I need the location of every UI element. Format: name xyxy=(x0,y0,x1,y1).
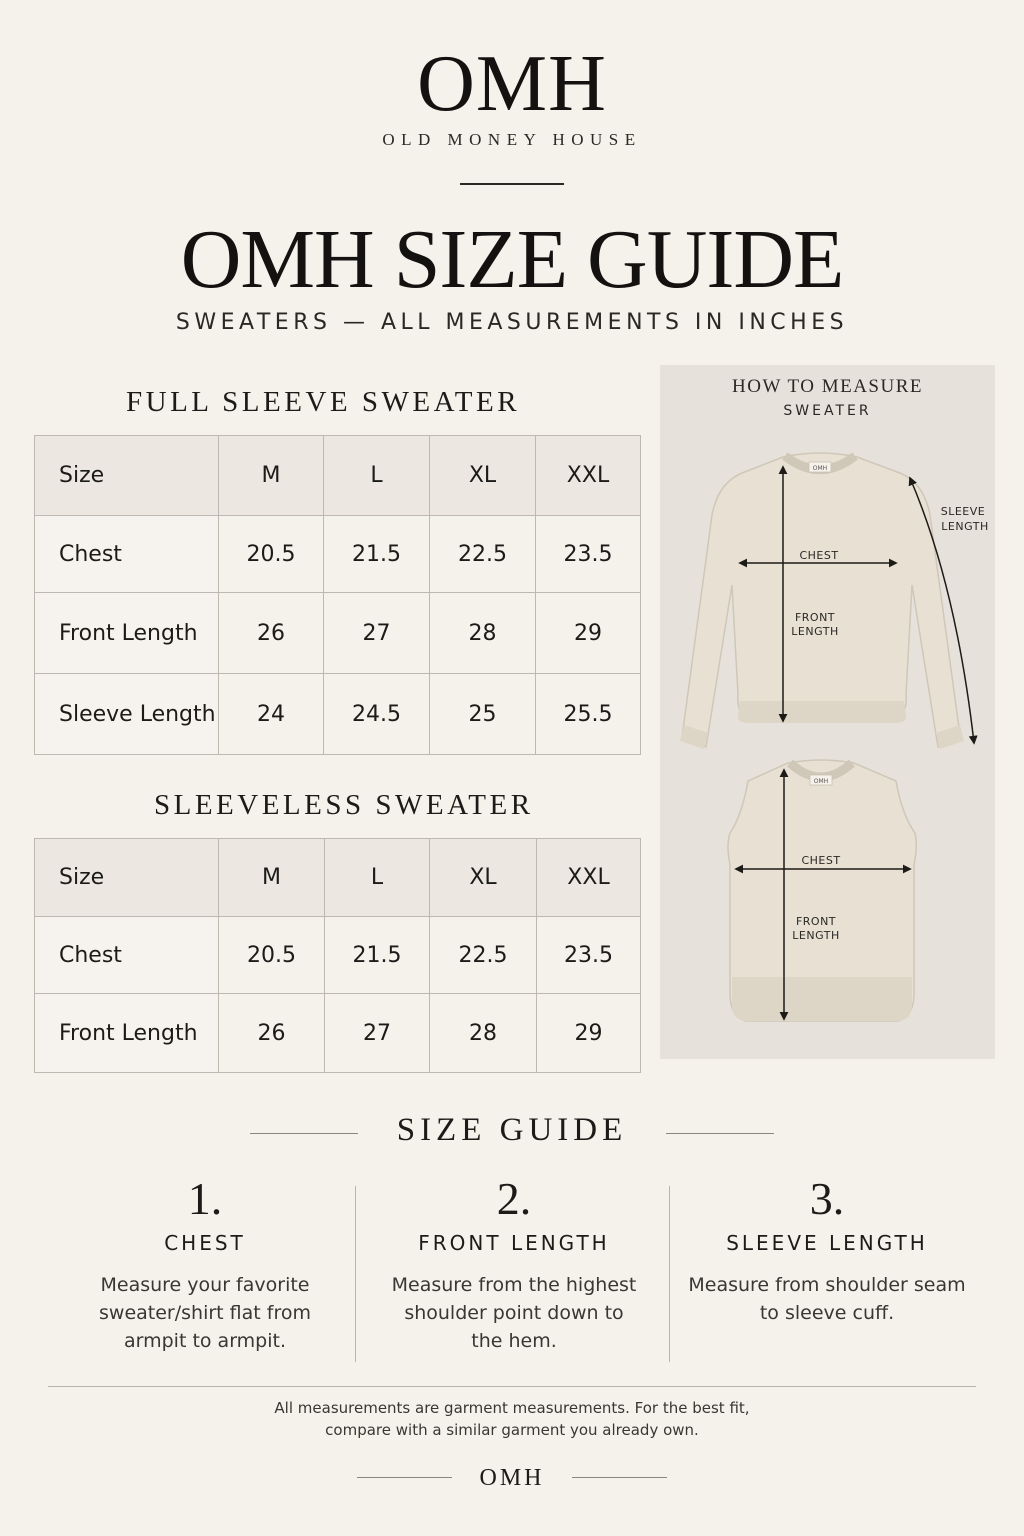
table-cell: 26 xyxy=(219,994,325,1073)
footer-logo: OMH xyxy=(479,1465,545,1491)
footnote xyxy=(0,1397,1024,1441)
table-cell: 24.5 xyxy=(324,674,430,755)
column-divider xyxy=(669,1186,670,1362)
step-text-line: shoulder point down to xyxy=(404,1302,624,1324)
row-label: Chest xyxy=(35,917,219,994)
guide-step-front-length xyxy=(364,1172,664,1355)
size-guide-title: SIZE GUIDE xyxy=(396,1112,628,1148)
vest-front-length-label-line1: FRONT xyxy=(795,915,837,928)
table-cell: 28 xyxy=(430,994,537,1073)
sleeveless-title: SLEEVELESS SWEATER xyxy=(154,789,534,821)
table-cell: 23.5 xyxy=(536,516,641,593)
table-cell: 21.5 xyxy=(324,516,430,593)
footer-divider xyxy=(48,1386,976,1387)
table-row xyxy=(35,674,641,755)
table-row xyxy=(35,994,641,1073)
row-label: Front Length xyxy=(35,593,219,674)
step-number: 3. xyxy=(809,1173,845,1224)
table-header-cell: XXL xyxy=(537,839,641,917)
table-row xyxy=(35,593,641,674)
full-sleeve-title: FULL SLEEVE SWEATER xyxy=(126,386,521,418)
chest-label: CHEST xyxy=(799,549,839,562)
table-header-cell: M xyxy=(219,839,325,917)
garment-tag-label: OMH xyxy=(812,465,828,472)
table-header-cell: XL xyxy=(430,839,537,917)
table-cell: 24 xyxy=(219,674,324,755)
garment-tag-label: OMH xyxy=(813,778,829,785)
table-cell: 20.5 xyxy=(219,516,324,593)
table-row xyxy=(35,917,641,994)
step-number: 2. xyxy=(496,1173,532,1224)
table-cell: 23.5 xyxy=(537,917,641,994)
step-text-line: armpit to armpit. xyxy=(123,1330,287,1352)
measurement-diagram xyxy=(660,365,995,1059)
sleeve-length-label-line2: LENGTH xyxy=(941,520,989,533)
table-header-cell: L xyxy=(325,839,430,917)
table-cell: 27 xyxy=(324,593,430,674)
step-text-line: the hem. xyxy=(471,1330,557,1352)
table-row xyxy=(35,516,641,593)
step-heading: SLEEVE LENGTH xyxy=(726,1231,928,1255)
table-header-cell: Size xyxy=(35,839,219,917)
table-cell: 22.5 xyxy=(430,516,536,593)
step-text-line: to sleeve cuff. xyxy=(759,1302,895,1324)
table-cell: 25 xyxy=(430,674,536,755)
table-header-cell: M xyxy=(219,436,324,516)
table-cell: 29 xyxy=(537,994,641,1073)
footnote-line: compare with a similar garment you already own. xyxy=(325,1421,699,1439)
step-text-line: sweater/shirt flat from xyxy=(99,1302,311,1324)
step-text-line: Measure your favorite xyxy=(100,1274,310,1296)
table-cell: 20.5 xyxy=(219,917,325,994)
vest-front-length-label-line2: LENGTH xyxy=(792,929,840,942)
table-header-cell: L xyxy=(324,436,430,516)
column-divider xyxy=(355,1186,356,1362)
front-length-label-line1: FRONT xyxy=(794,611,836,624)
table-header-row xyxy=(35,839,641,917)
row-label: Sleeve Length xyxy=(35,674,219,755)
table-cell: 29 xyxy=(536,593,641,674)
table-cell: 25.5 xyxy=(536,674,641,755)
table-header-row xyxy=(35,436,641,516)
table-cell: 26 xyxy=(219,593,324,674)
table-cell: 21.5 xyxy=(325,917,430,994)
vest-chest-label: CHEST xyxy=(801,854,841,867)
footnote-line: All measurements are garment measurements. For the best fit, xyxy=(274,1399,750,1417)
page-title: OMH SIZE GUIDE xyxy=(180,213,844,306)
table-header-cell: XXL xyxy=(536,436,641,516)
header-divider xyxy=(460,183,564,185)
step-heading: CHEST xyxy=(164,1231,246,1255)
table-cell: 28 xyxy=(430,593,536,674)
guide-step-chest xyxy=(55,1172,355,1355)
sleeveless-size-table xyxy=(34,838,641,1073)
guide-step-sleeve-length xyxy=(672,1172,982,1327)
step-number: 1. xyxy=(187,1173,223,1224)
row-label: Chest xyxy=(35,516,219,593)
step-text-line: Measure from shoulder seam xyxy=(688,1274,966,1296)
brand-tagline: OLD MONEY HOUSE xyxy=(382,130,642,149)
step-heading: FRONT LENGTH xyxy=(418,1231,610,1255)
sleeve-length-label-line1: SLEEVE xyxy=(940,505,986,518)
front-length-label-line2: LENGTH xyxy=(791,625,839,638)
table-header-cell: XL xyxy=(430,436,536,516)
table-header-cell: Size xyxy=(35,436,219,516)
step-text-line: Measure from the highest xyxy=(391,1274,637,1296)
brand-logo: OMH xyxy=(417,40,607,128)
row-label: Front Length xyxy=(35,994,219,1073)
how-to-measure-title: HOW TO MEASURE xyxy=(732,376,923,397)
full-sleeve-sweater-illustration xyxy=(680,453,989,749)
sleeveless-sweater-illustration xyxy=(728,760,916,1021)
table-cell: 27 xyxy=(325,994,430,1073)
page-subtitle: SWEATERS — ALL MEASUREMENTS IN INCHES xyxy=(175,310,849,335)
how-to-measure-subtitle: SWEATER xyxy=(783,403,872,419)
table-cell: 22.5 xyxy=(430,917,537,994)
full-sleeve-size-table xyxy=(34,435,641,755)
